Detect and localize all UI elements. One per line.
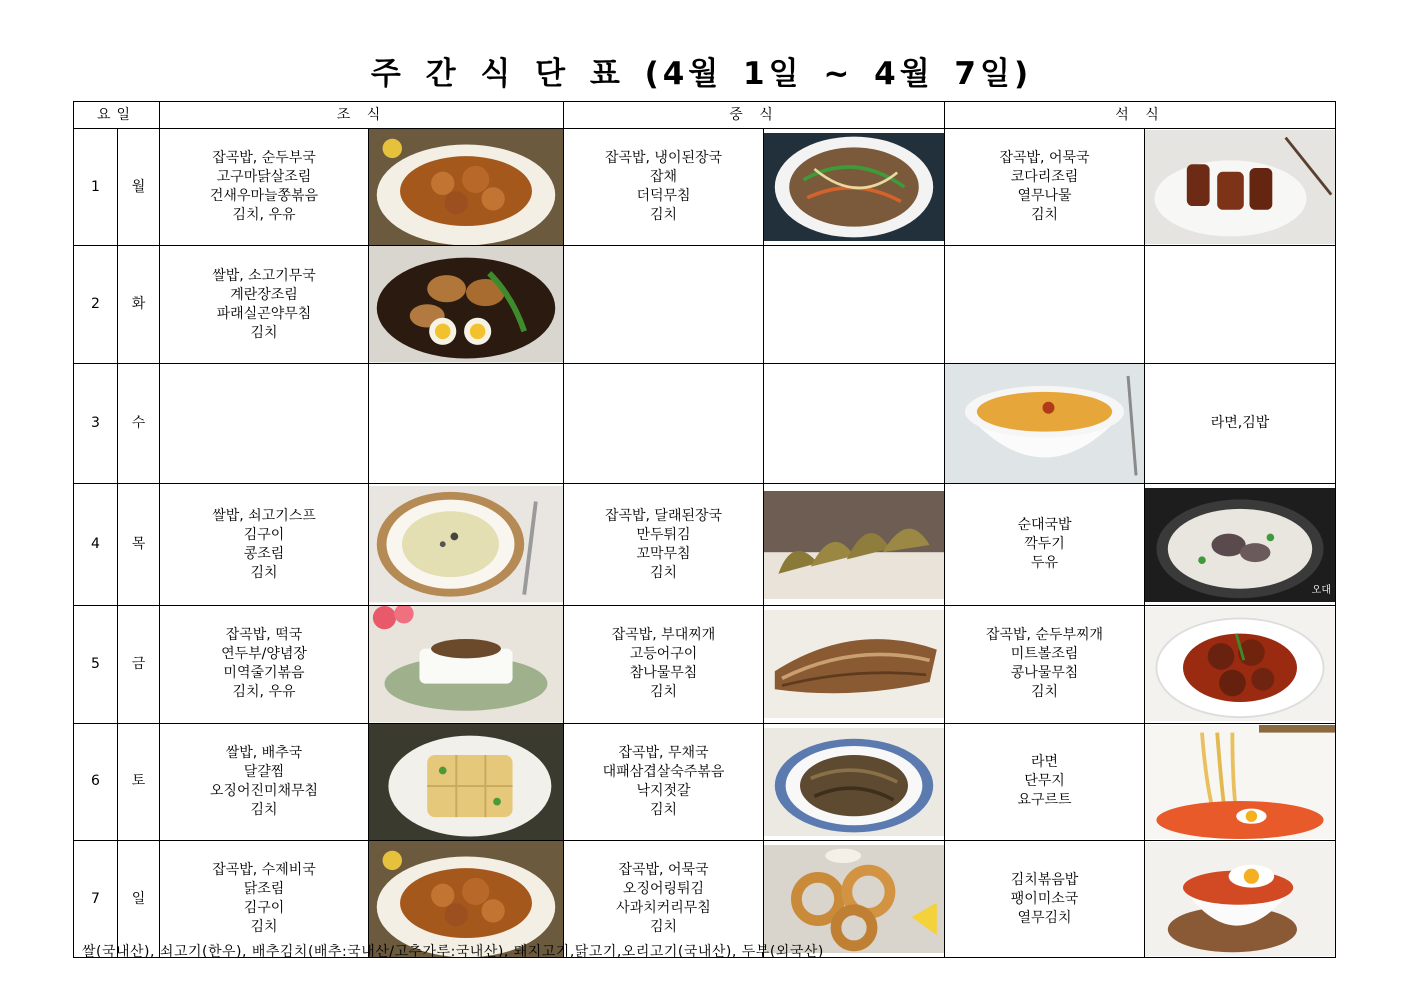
table-row [74, 484, 1336, 606]
menu-line: 꼬막무침 [636, 545, 691, 562]
menu-line: 건새우마늘쫑볶음 [209, 188, 319, 205]
glazed-chicken-photo [369, 129, 564, 246]
steamed-egg-photo [369, 723, 564, 840]
menu-line: 김치 [250, 324, 278, 341]
menu-line: 고구마닭살조림 [216, 169, 312, 186]
menu-line: 단무지 [1024, 773, 1065, 790]
day-name: 금 [118, 606, 160, 723]
breakfast-menu [160, 129, 369, 246]
menu-line: 순대국밥 [1017, 517, 1072, 534]
day-number: 3 [74, 363, 118, 483]
header-row [74, 102, 1336, 129]
menu-line: 깍두기 [1024, 536, 1065, 553]
menu-line: 미트볼조림 [1010, 646, 1079, 663]
menu-line: 파래실곤약무침 [216, 305, 312, 322]
menu-line: 고등어구이 [629, 646, 698, 663]
page-title: 주 간 식 단 표 (4월 1일 ~ 4월 7일) [370, 56, 1033, 92]
breakfast-photo-empty [369, 363, 564, 483]
breakfast-menu [160, 363, 369, 483]
menu-line: 사과치커리무침 [616, 900, 711, 917]
day-name: 월 [118, 129, 160, 246]
soy-braised-eggs-photo [369, 246, 564, 363]
day-number: 1 [74, 129, 118, 246]
day-name: 수 [118, 363, 160, 483]
breakfast-menu [160, 723, 369, 840]
menu-line: 닭조림 [243, 881, 285, 898]
lunch-menu [564, 484, 764, 606]
lunch-photo-empty [764, 246, 945, 363]
menu-line: 잡곡밥, 어묵국 [618, 862, 709, 879]
dinner-menu [945, 606, 1145, 723]
origin-footnote: 쌀(국내산), 쇠고기(한우), 배추김치(배추:국내산/고추가루:국내산), 돼지고기,닭고기,오리고기(국내산), 두부(외국산) [82, 944, 824, 960]
menu-line: 요구르트 [1017, 792, 1072, 809]
menu-line: 김구이 [243, 526, 285, 543]
lunch-photo-empty [764, 363, 945, 483]
menu-line: 라면 [1030, 754, 1059, 771]
menu-line: 더덕무침 [636, 188, 691, 205]
lunch-menu [564, 363, 764, 483]
pork-sprouts-photo [764, 723, 945, 840]
menu-line: 김치 [1030, 684, 1059, 701]
lunch-menu [564, 246, 764, 363]
breakfast-menu [160, 246, 369, 363]
table-row [74, 246, 1336, 363]
menu-line: 김치 [649, 801, 678, 818]
dinner-menu [945, 840, 1145, 957]
menu-line: 김치 [250, 564, 278, 581]
menu-line: 열무김치 [1017, 909, 1072, 926]
menu-line: 잡곡밥, 순두부찌개 [985, 627, 1104, 644]
menu-line: 김치, 우유 [232, 207, 296, 224]
lunch-menu [564, 606, 764, 723]
menu-line: 김치 [250, 801, 278, 818]
header-breakfast: 조 식 [160, 102, 564, 129]
menu-line: 잡곡밥, 떡국 [225, 627, 303, 644]
menu-line: 김치볶음밥 [1010, 871, 1079, 888]
lunch-menu [564, 723, 764, 840]
menu-line: 두유 [1030, 555, 1059, 572]
sundae-gukbap-photo [1145, 484, 1336, 606]
menu-line: 대패삼겹살숙주볶음 [602, 763, 725, 780]
menu-line: 잡곡밥, 수제비국 [212, 862, 316, 879]
menu-line: 코다리조림 [1010, 169, 1079, 186]
day-name: 토 [118, 723, 160, 840]
dinner-menu [945, 484, 1145, 606]
braised-fish-photo [1145, 129, 1336, 246]
menu-line: 오징어진미채무침 [209, 782, 319, 799]
table-row [74, 606, 1336, 723]
kimchi-fried-rice-photo [1145, 840, 1336, 957]
menu-line: 김치 [649, 684, 678, 701]
breakfast-menu [160, 606, 369, 723]
ramen-bowl-photo [945, 363, 1145, 483]
soft-tofu-photo [369, 606, 564, 723]
menu-line: 잡곡밥, 무채국 [618, 744, 709, 761]
meatballs-photo [1145, 606, 1336, 723]
menu-line: 계란장조림 [230, 286, 298, 303]
menu-line: 김치, 우유 [232, 684, 296, 701]
lunch-menu [564, 129, 764, 246]
day-name: 화 [118, 246, 160, 363]
dinner-menu [945, 246, 1145, 363]
japchae-photo [764, 129, 945, 246]
photo-caption: 오대 [1311, 584, 1331, 596]
menu-line: 김구이 [243, 900, 285, 917]
grilled-mackerel-photo [764, 606, 945, 723]
menu-line: 김치 [1030, 207, 1059, 224]
breakfast-menu [160, 484, 369, 606]
menu-line: 참나물무침 [629, 665, 698, 682]
ramen-noodles-photo [1145, 723, 1336, 840]
menu-line: 김치 [649, 207, 678, 224]
day-name: 목 [118, 484, 160, 606]
menu-line: 쌀밥, 쇠고기스프 [212, 507, 316, 524]
dinner-menu: 라면,김밥 [1145, 363, 1336, 483]
dinner-menu [945, 129, 1145, 246]
menu-line: 쌀밥, 배추국 [225, 744, 303, 761]
menu-line: 잡곡밥, 어묵국 [999, 150, 1090, 167]
menu-line: 달걀찜 [243, 763, 285, 780]
menu-line: 팽이미소국 [1010, 890, 1079, 907]
menu-line: 잡곡밥, 냉이된장국 [604, 150, 723, 167]
day-number: 2 [74, 246, 118, 363]
dinner-photo-empty [1145, 246, 1336, 363]
menu-line: 연두부/양념장 [221, 646, 307, 663]
menu-line: 잡곡밥, 부대찌개 [611, 627, 716, 644]
menu-line: 콩나물무침 [1010, 665, 1079, 682]
table-row [74, 129, 1336, 246]
table-row [74, 723, 1336, 840]
menu-line: 미역줄기볶음 [223, 665, 305, 682]
menu-line: 잡곡밥, 순두부국 [212, 150, 316, 167]
menu-line: 김치 [250, 919, 278, 936]
cream-soup-photo [369, 484, 564, 606]
day-name: 일 [118, 840, 160, 957]
menu-line: 김치 [649, 564, 678, 581]
day-number: 4 [74, 484, 118, 606]
weekly-menu-table [73, 101, 1336, 958]
day-number: 5 [74, 606, 118, 723]
header-day: 요일 [74, 102, 160, 129]
day-number: 6 [74, 723, 118, 840]
menu-line: 김치 [649, 919, 678, 936]
menu-line: 오징어링튀김 [622, 881, 705, 898]
fried-dumplings-photo [764, 484, 945, 606]
menu-line: 낙지젓갈 [636, 782, 691, 799]
day-number: 7 [74, 840, 118, 957]
menu-line: 콩조림 [243, 545, 285, 562]
menu-line: 쌀밥, 소고기무국 [212, 267, 316, 284]
header-lunch: 중 식 [564, 102, 945, 129]
menu-line: 만두튀김 [636, 526, 691, 543]
menu-line: 잡채 [649, 169, 678, 186]
menu-line: 열무나물 [1017, 188, 1072, 205]
menu-line: 잡곡밥, 달래된장국 [604, 507, 723, 524]
dinner-menu [945, 723, 1145, 840]
header-dinner: 석 식 [945, 102, 1336, 129]
table-row [74, 363, 1336, 483]
